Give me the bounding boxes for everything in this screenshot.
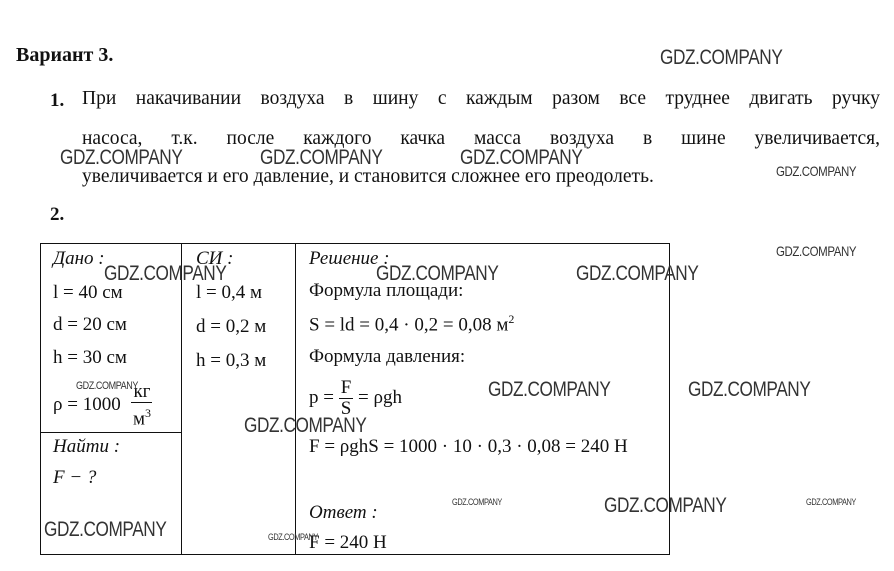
dano-d: d = 20 см — [53, 314, 127, 335]
watermark: GDZ.COMPANY — [776, 243, 857, 259]
reshenie-header: Решение : — [309, 248, 390, 269]
naiti-header: Найти : — [53, 436, 121, 457]
watermark: GDZ.COMPANY — [104, 262, 227, 285]
item-1-line-1: При накачивании воздуха в шину с каждым разом все труднее двигать ручку — [82, 88, 880, 109]
item-1-number: 1. — [50, 90, 65, 111]
dano-rho-lhs: ρ = 1000 — [53, 394, 121, 416]
si-h: h = 0,3 м — [196, 350, 267, 371]
page-title: Вариант 3. — [16, 44, 114, 66]
watermark: GDZ.COMPANY — [376, 262, 499, 285]
pressure-formula — [309, 378, 402, 419]
pressure-label: Формула давления: — [309, 346, 466, 367]
watermark: GDZ.COMPANY — [576, 262, 699, 285]
answer-value: F = 240 Н — [309, 532, 387, 553]
watermark: GDZ.COMPANY — [488, 378, 611, 401]
naiti-value: F − ? — [53, 467, 97, 488]
pressure-rhs: = ρgh — [358, 386, 402, 408]
pressure-numerator: F — [340, 377, 352, 398]
watermark: GDZ.COMPANY — [260, 146, 383, 169]
watermark: GDZ.COMPANY — [60, 146, 183, 169]
watermark: GDZ.COMPANY — [76, 380, 138, 392]
dano-h: h = 30 см — [53, 347, 127, 368]
dano-rho-numerator: кг — [133, 381, 151, 402]
row-divider — [41, 432, 181, 433]
si-header: СИ : — [196, 248, 234, 269]
item-1-line-2: насоса, т.к. после каждого качка масса воздуха в шине увеличивается, — [82, 128, 880, 149]
watermark: GDZ.COMPANY — [268, 532, 318, 542]
dano-l: l = 40 см — [53, 282, 123, 303]
si-d: d = 0,2 м — [196, 316, 267, 337]
pressure-lhs: p = — [309, 386, 334, 408]
watermark: GDZ.COMPANY — [604, 494, 727, 517]
pressure-denominator: S — [340, 398, 352, 419]
watermark: GDZ.COMPANY — [44, 518, 167, 541]
area-formula-text: S = ld = 0,4 · 0,2 = 0,08 м — [309, 314, 509, 336]
item-2-number: 2. — [50, 204, 65, 225]
force-formula: F = ρghS = 1000 · 10 · 0,3 · 0,08 = 240 Н — [309, 436, 628, 457]
area-exponent: 2 — [508, 312, 515, 326]
dano-rho-denominator: м — [132, 408, 145, 430]
si-l: l = 0,4 м — [196, 282, 263, 303]
dano-rho-exponent: 3 — [144, 406, 151, 420]
watermark: GDZ.COMPANY — [244, 414, 367, 437]
watermark: GDZ.COMPANY — [660, 46, 783, 69]
area-label: Формула площади: — [309, 280, 464, 301]
watermark: GDZ.COMPANY — [806, 497, 856, 507]
dano-header: Дано : — [53, 248, 105, 269]
watermark: GDZ.COMPANY — [460, 146, 583, 169]
answer-label: Ответ : — [309, 502, 378, 523]
watermark: GDZ.COMPANY — [776, 163, 857, 179]
area-formula — [309, 312, 514, 336]
column-divider — [181, 244, 182, 554]
watermark: GDZ.COMPANY — [452, 497, 502, 507]
item-1-line-3: увеличивается и его давление, и становится сложнее его преодолеть. — [82, 166, 654, 187]
column-divider — [295, 244, 296, 554]
watermark: GDZ.COMPANY — [688, 378, 811, 401]
